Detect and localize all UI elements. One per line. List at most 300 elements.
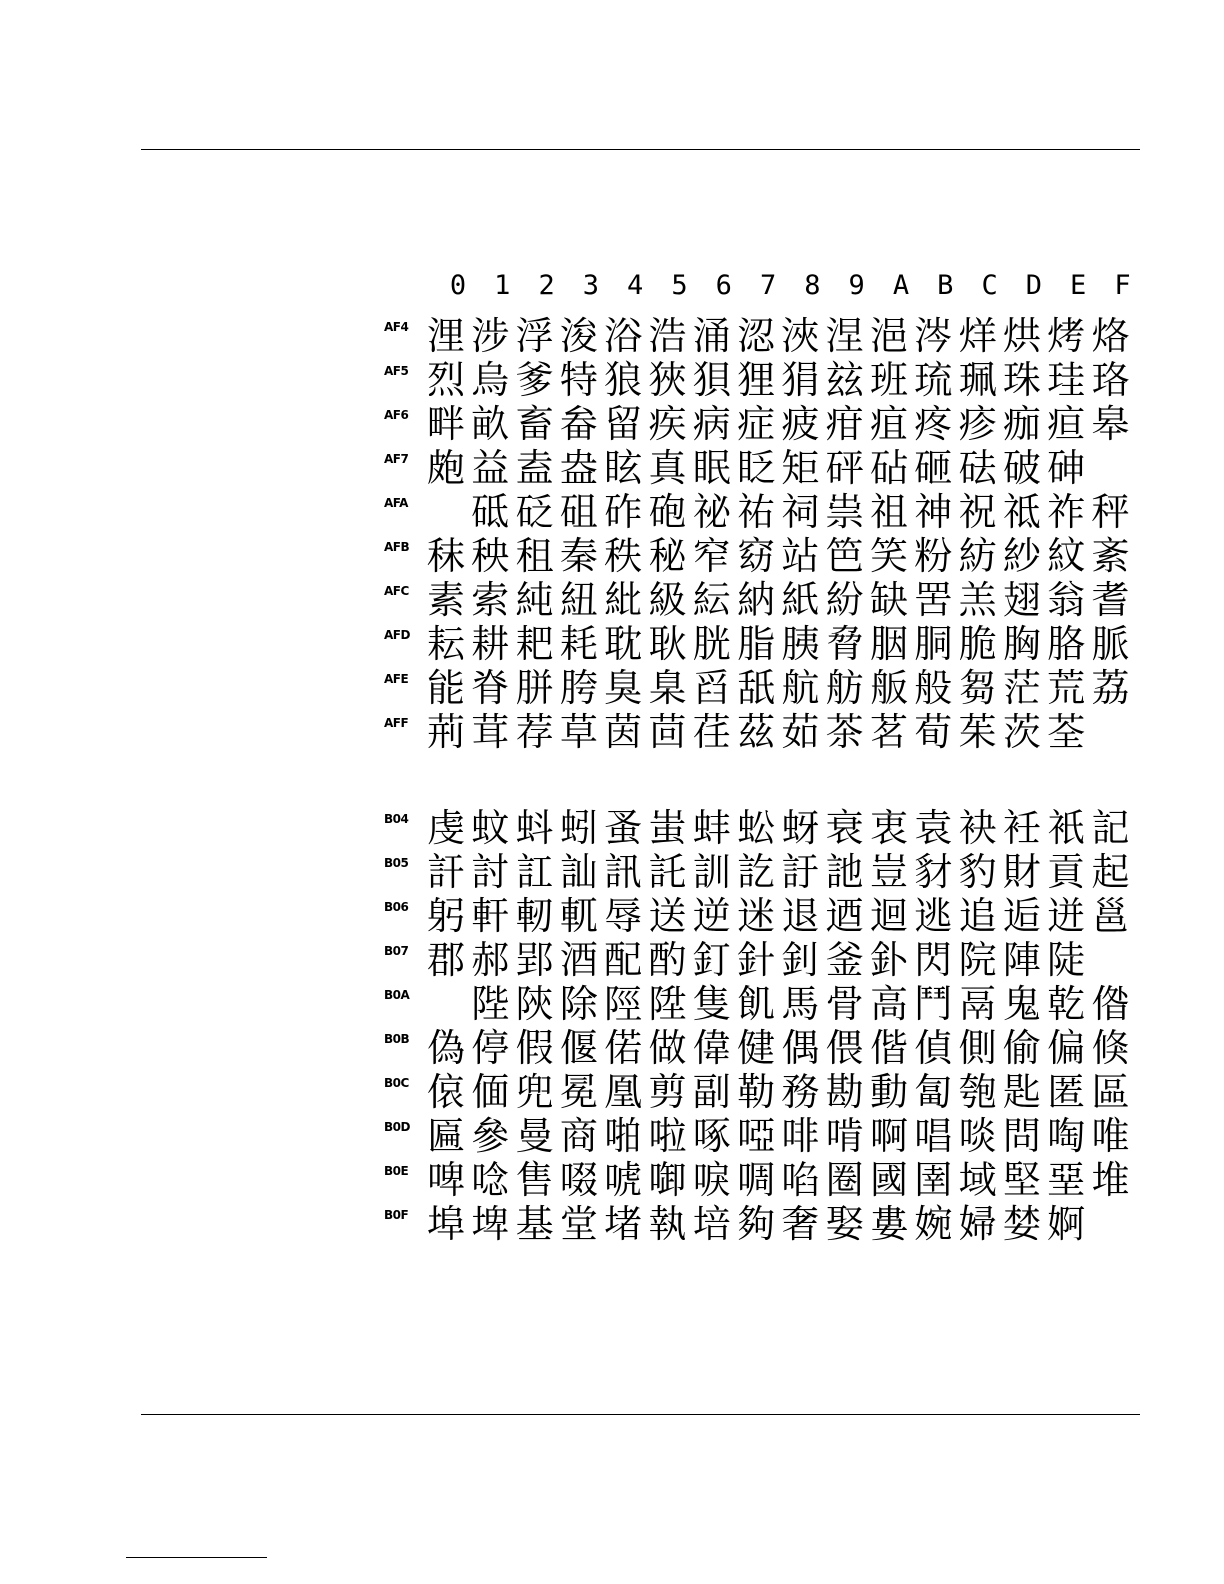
char-cell: 特 bbox=[559, 358, 598, 402]
char-cell: 除 bbox=[559, 982, 598, 1026]
char-cell: 胱 bbox=[692, 622, 731, 666]
char-cell: 培 bbox=[692, 1202, 731, 1246]
char-cell: 疸 bbox=[1047, 402, 1086, 446]
char-cell: 釜 bbox=[825, 938, 864, 982]
char-cell: 假 bbox=[515, 1026, 554, 1070]
char-cell: 豹 bbox=[958, 850, 997, 894]
char-cell: 衰 bbox=[825, 806, 864, 850]
row-code-label: B0A bbox=[384, 988, 410, 1002]
char-cell: 真 bbox=[648, 446, 687, 490]
char-cell: 迴 bbox=[869, 894, 908, 938]
char-cell: 健 bbox=[737, 1026, 776, 1070]
char-cell: 婁 bbox=[869, 1202, 908, 1246]
char-cell: 涔 bbox=[914, 314, 953, 358]
char-cell: 骨 bbox=[825, 982, 864, 1026]
char-cell: 逅 bbox=[1002, 894, 1041, 938]
char-cell: 參 bbox=[471, 1114, 510, 1158]
char-cell: 舫 bbox=[825, 666, 864, 710]
char-cell: 啤 bbox=[426, 1158, 465, 1202]
char-cell: 疼 bbox=[914, 402, 953, 446]
char-cell: 砲 bbox=[648, 490, 687, 534]
char-cell: 陝 bbox=[515, 982, 554, 1026]
char-cell: 偶 bbox=[781, 1026, 820, 1070]
char-cell: 隻 bbox=[692, 982, 731, 1026]
char-cell: 啗 bbox=[781, 1158, 820, 1202]
char-cell: 皋 bbox=[1091, 402, 1130, 446]
char-cell: 祗 bbox=[1002, 490, 1041, 534]
char-cell: 荀 bbox=[914, 710, 953, 754]
char-cell: 商 bbox=[559, 1114, 598, 1158]
column-header: C bbox=[981, 270, 998, 301]
char-cell: 紋 bbox=[1047, 534, 1086, 578]
char-cell: 疳 bbox=[825, 402, 864, 446]
char-cell: 偃 bbox=[559, 1026, 598, 1070]
char-cell: 蚤 bbox=[604, 806, 643, 850]
char-cell: 疾 bbox=[648, 402, 687, 446]
char-cell: 耕 bbox=[471, 622, 510, 666]
row-code-label: AF6 bbox=[384, 408, 409, 422]
row-code-label: AFC bbox=[384, 584, 409, 598]
char-cell: 荃 bbox=[1047, 710, 1086, 754]
char-cell: 索 bbox=[471, 578, 510, 622]
char-cell: 追 bbox=[958, 894, 997, 938]
char-cell: 勒 bbox=[737, 1070, 776, 1114]
char-cell: 訕 bbox=[559, 850, 598, 894]
char-cell: 疽 bbox=[869, 402, 908, 446]
char-cell: 茴 bbox=[648, 710, 687, 754]
char-cell: 紜 bbox=[692, 578, 731, 622]
char-cell: 舀 bbox=[692, 666, 731, 710]
char-cell: 狼 bbox=[604, 358, 643, 402]
column-header: 6 bbox=[715, 270, 732, 301]
column-header: 7 bbox=[759, 270, 777, 301]
row-code-label: B0B bbox=[384, 1032, 410, 1046]
char-cell: 畚 bbox=[559, 402, 598, 446]
char-cell: 砧 bbox=[869, 446, 908, 490]
row-code-label: B05 bbox=[384, 856, 409, 870]
char-cell: 破 bbox=[1002, 446, 1041, 490]
char-cell: 紡 bbox=[958, 534, 997, 578]
char-cell: 陡 bbox=[1047, 938, 1086, 982]
char-cell: 埤 bbox=[471, 1202, 510, 1246]
char-cell: 做 bbox=[648, 1026, 687, 1070]
char-cell: 偭 bbox=[471, 1070, 510, 1114]
char-cell: 矩 bbox=[781, 446, 820, 490]
char-cell: 蚓 bbox=[559, 806, 598, 850]
char-cell: 針 bbox=[737, 938, 776, 982]
char-cell: 財 bbox=[1002, 850, 1041, 894]
char-cell: 浹 bbox=[781, 314, 820, 358]
char-cell: 脅 bbox=[825, 622, 864, 666]
char-cell: 耘 bbox=[426, 622, 465, 666]
char-cell: 胴 bbox=[914, 622, 953, 666]
row-code-label: AF7 bbox=[384, 452, 409, 466]
column-header: 3 bbox=[582, 270, 600, 301]
char-cell: 售 bbox=[515, 1158, 554, 1202]
char-cell: 笑 bbox=[869, 534, 908, 578]
char-cell: 偉 bbox=[692, 1026, 731, 1070]
char-cell: 訊 bbox=[604, 850, 643, 894]
char-cell: 唳 bbox=[692, 1158, 731, 1202]
char-cell: 砭 bbox=[515, 490, 554, 534]
char-cell: 逆 bbox=[692, 894, 731, 938]
char-cell: 狽 bbox=[692, 358, 731, 402]
char-cell: 軔 bbox=[515, 894, 554, 938]
char-cell: 站 bbox=[781, 534, 820, 578]
char-cell: 偵 bbox=[914, 1026, 953, 1070]
char-cell: 眨 bbox=[737, 446, 776, 490]
char-cell: 皰 bbox=[426, 446, 465, 490]
char-cell: 啡 bbox=[781, 1114, 820, 1158]
char-cell: 迺 bbox=[825, 894, 864, 938]
char-cell: 匐 bbox=[914, 1070, 953, 1114]
char-cell: 浥 bbox=[869, 314, 908, 358]
char-cell: 眩 bbox=[604, 446, 643, 490]
char-cell: 疹 bbox=[958, 402, 997, 446]
char-cell: 胯 bbox=[559, 666, 598, 710]
char-cell: 涌 bbox=[692, 314, 731, 358]
char-cell: 浬 bbox=[426, 314, 465, 358]
char-cell: 陣 bbox=[1002, 938, 1041, 982]
char-cell: 琉 bbox=[914, 358, 953, 402]
char-cell: 素 bbox=[426, 578, 465, 622]
column-header: 8 bbox=[804, 270, 821, 301]
char-cell: 耗 bbox=[559, 622, 598, 666]
char-cell: 盎 bbox=[559, 446, 598, 490]
top-rule bbox=[141, 149, 1140, 150]
char-cell: 茗 bbox=[869, 710, 908, 754]
char-cell: 玆 bbox=[825, 358, 864, 402]
char-cell: 動 bbox=[869, 1070, 908, 1114]
char-cell: 祖 bbox=[869, 490, 908, 534]
char-cell: 烏 bbox=[471, 358, 510, 402]
row-code-label: AFA bbox=[384, 496, 408, 510]
char-cell: 脊 bbox=[471, 666, 510, 710]
char-cell: 豺 bbox=[914, 850, 953, 894]
char-cell: 胼 bbox=[515, 666, 554, 710]
char-cell: 脂 bbox=[737, 622, 776, 666]
char-cell: 娶 bbox=[825, 1202, 864, 1246]
char-cell: 缺 bbox=[869, 578, 908, 622]
char-cell: 益 bbox=[471, 446, 510, 490]
char-cell: 執 bbox=[648, 1202, 687, 1246]
char-cell: 堆 bbox=[1091, 1158, 1130, 1202]
char-cell: 婪 bbox=[1002, 1202, 1041, 1246]
char-cell: 秤 bbox=[1091, 490, 1130, 534]
char-cell: 凰 bbox=[604, 1070, 643, 1114]
char-cell: 唯 bbox=[1091, 1114, 1130, 1158]
char-cell: 珞 bbox=[1091, 358, 1130, 402]
char-cell: 爹 bbox=[515, 358, 554, 402]
char-cell: 畜 bbox=[515, 402, 554, 446]
char-cell: 珠 bbox=[1002, 358, 1041, 402]
char-cell: 胳 bbox=[1047, 622, 1086, 666]
column-header: 4 bbox=[627, 270, 644, 301]
char-cell: 脆 bbox=[958, 622, 997, 666]
char-cell: 訏 bbox=[781, 850, 820, 894]
char-cell: 胰 bbox=[781, 622, 820, 666]
char-cell: 圉 bbox=[914, 1158, 953, 1202]
char-cell: 祟 bbox=[825, 490, 864, 534]
char-cell: 砟 bbox=[604, 490, 643, 534]
char-cell: 罟 bbox=[914, 578, 953, 622]
char-cell: 耙 bbox=[515, 622, 554, 666]
char-cell: 純 bbox=[515, 578, 554, 622]
column-header: 2 bbox=[538, 270, 555, 301]
char-cell: 副 bbox=[692, 1070, 731, 1114]
char-cell: 烙 bbox=[1091, 314, 1130, 358]
char-cell: 珪 bbox=[1047, 358, 1086, 402]
char-cell: 紛 bbox=[825, 578, 864, 622]
char-cell: 砥 bbox=[471, 490, 510, 534]
char-cell: 剪 bbox=[648, 1070, 687, 1114]
char-cell: 狸 bbox=[737, 358, 776, 402]
char-cell: 逃 bbox=[914, 894, 953, 938]
char-cell: 啦 bbox=[648, 1114, 687, 1158]
char-cell: 堊 bbox=[1047, 1158, 1086, 1202]
char-cell: 茱 bbox=[958, 710, 997, 754]
char-cell: 粉 bbox=[914, 534, 953, 578]
char-cell: 邕 bbox=[1091, 894, 1130, 938]
row-code-label: AFB bbox=[384, 540, 410, 554]
char-cell: 荔 bbox=[1091, 666, 1130, 710]
char-cell: 紗 bbox=[1002, 534, 1041, 578]
row-code-label: B07 bbox=[384, 944, 409, 958]
char-cell: 辱 bbox=[604, 894, 643, 938]
char-cell: 啣 bbox=[648, 1158, 687, 1202]
char-cell: 納 bbox=[737, 578, 776, 622]
char-cell: 浮 bbox=[515, 314, 554, 358]
char-cell: 茹 bbox=[781, 710, 820, 754]
char-cell: 祚 bbox=[1047, 490, 1086, 534]
char-cell: 匿 bbox=[1047, 1070, 1086, 1114]
char-cell: 迸 bbox=[1047, 894, 1086, 938]
char-cell: 荏 bbox=[692, 710, 731, 754]
char-cell: 珮 bbox=[958, 358, 997, 402]
char-cell: 唬 bbox=[604, 1158, 643, 1202]
char-cell: 堵 bbox=[604, 1202, 643, 1246]
char-cell: 高 bbox=[869, 982, 908, 1026]
char-cell: 酒 bbox=[559, 938, 598, 982]
char-cell: 偕 bbox=[869, 1026, 908, 1070]
char-cell: 貢 bbox=[1047, 850, 1086, 894]
char-cell: 飢 bbox=[737, 982, 776, 1026]
char-cell: 唸 bbox=[471, 1158, 510, 1202]
column-header: 9 bbox=[848, 270, 865, 301]
char-cell: 夠 bbox=[737, 1202, 776, 1246]
column-header: A bbox=[892, 270, 910, 301]
char-cell: 婉 bbox=[914, 1202, 953, 1246]
char-cell: 匾 bbox=[426, 1114, 465, 1158]
column-header: D bbox=[1025, 270, 1043, 301]
row-code-label: B06 bbox=[384, 900, 409, 914]
char-cell: 訑 bbox=[825, 850, 864, 894]
char-cell: 痂 bbox=[1002, 402, 1041, 446]
char-cell: 郢 bbox=[515, 938, 554, 982]
char-cell: 陞 bbox=[648, 982, 687, 1026]
char-cell: 胸 bbox=[1002, 622, 1041, 666]
char-cell: 蚪 bbox=[515, 806, 554, 850]
char-cell: 啪 bbox=[604, 1114, 643, 1158]
char-cell: 袂 bbox=[958, 806, 997, 850]
char-cell: 圈 bbox=[825, 1158, 864, 1202]
char-cell: 郝 bbox=[471, 938, 510, 982]
char-cell: 閃 bbox=[914, 938, 953, 982]
char-cell: 烘 bbox=[1002, 314, 1041, 358]
char-cell: 蚩 bbox=[648, 806, 687, 850]
char-cell: 務 bbox=[781, 1070, 820, 1114]
char-cell: 蚜 bbox=[781, 806, 820, 850]
char-cell: 祝 bbox=[958, 490, 997, 534]
char-cell: 砠 bbox=[559, 490, 598, 534]
char-cell: 症 bbox=[737, 402, 776, 446]
char-cell: 耿 bbox=[648, 622, 687, 666]
bottom-rule bbox=[141, 1414, 1140, 1415]
char-cell: 釙 bbox=[869, 938, 908, 982]
char-cell: 草 bbox=[559, 710, 598, 754]
char-cell: 軏 bbox=[559, 894, 598, 938]
char-cell: 偎 bbox=[825, 1026, 864, 1070]
row-code-label: B0E bbox=[384, 1164, 409, 1178]
row-code-label: AFD bbox=[384, 628, 410, 642]
char-cell: 釘 bbox=[692, 938, 731, 982]
char-cell: 啖 bbox=[958, 1114, 997, 1158]
char-cell: 班 bbox=[869, 358, 908, 402]
char-cell: 基 bbox=[515, 1202, 554, 1246]
char-cell: 衷 bbox=[869, 806, 908, 850]
char-cell: 蚊 bbox=[471, 806, 510, 850]
char-cell: 烤 bbox=[1047, 314, 1086, 358]
char-cell: 訓 bbox=[692, 850, 731, 894]
char-cell: 茲 bbox=[737, 710, 776, 754]
row-code-label: AFF bbox=[384, 716, 409, 730]
char-cell: 匙 bbox=[1002, 1070, 1041, 1114]
char-cell: 婀 bbox=[1047, 1202, 1086, 1246]
char-cell: 陛 bbox=[471, 982, 510, 1026]
char-cell: 偺 bbox=[1091, 982, 1130, 1026]
char-cell: 臭 bbox=[604, 666, 643, 710]
char-cell: 臬 bbox=[648, 666, 687, 710]
char-cell: 躬 bbox=[426, 894, 465, 938]
char-cell: 偯 bbox=[426, 1070, 465, 1114]
char-cell: 航 bbox=[781, 666, 820, 710]
char-cell: 茸 bbox=[471, 710, 510, 754]
char-cell: 荒 bbox=[1047, 666, 1086, 710]
column-header: F bbox=[1114, 270, 1131, 301]
char-cell: 租 bbox=[515, 534, 554, 578]
char-cell: 翅 bbox=[1002, 578, 1041, 622]
char-cell: 討 bbox=[471, 850, 510, 894]
char-cell: 神 bbox=[914, 490, 953, 534]
char-cell: 酌 bbox=[648, 938, 687, 982]
char-cell: 秣 bbox=[426, 534, 465, 578]
char-cell: 眠 bbox=[692, 446, 731, 490]
char-cell: 耽 bbox=[604, 622, 643, 666]
char-cell: 偌 bbox=[604, 1026, 643, 1070]
char-cell: 啕 bbox=[1047, 1114, 1086, 1158]
char-cell: 涉 bbox=[471, 314, 510, 358]
char-cell: 記 bbox=[1091, 806, 1130, 850]
char-cell: 舐 bbox=[737, 666, 776, 710]
char-cell: 冕 bbox=[559, 1070, 598, 1114]
char-cell: 級 bbox=[648, 578, 687, 622]
char-cell: 秧 bbox=[471, 534, 510, 578]
char-cell: 配 bbox=[604, 938, 643, 982]
char-cell: 砰 bbox=[825, 446, 864, 490]
char-cell: 祐 bbox=[737, 490, 776, 534]
char-cell: 停 bbox=[471, 1026, 510, 1070]
char-cell: 堅 bbox=[1002, 1158, 1041, 1202]
char-cell: 翁 bbox=[1047, 578, 1086, 622]
char-cell: 偽 bbox=[426, 1026, 465, 1070]
char-cell: 勘 bbox=[825, 1070, 864, 1114]
column-header: 1 bbox=[494, 270, 511, 301]
row-code-label: B0F bbox=[384, 1208, 409, 1222]
char-cell: 虔 bbox=[426, 806, 465, 850]
char-cell: 區 bbox=[1091, 1070, 1130, 1114]
char-cell: 訖 bbox=[737, 850, 776, 894]
char-cell: 羔 bbox=[958, 578, 997, 622]
char-cell: 荊 bbox=[426, 710, 465, 754]
char-cell: 烊 bbox=[958, 314, 997, 358]
char-cell: 窄 bbox=[692, 534, 731, 578]
char-cell: 秩 bbox=[604, 534, 643, 578]
char-cell: 荐 bbox=[515, 710, 554, 754]
char-cell: 國 bbox=[869, 1158, 908, 1202]
char-cell: 袁 bbox=[914, 806, 953, 850]
char-cell: 啁 bbox=[737, 1158, 776, 1202]
char-cell: 病 bbox=[692, 402, 731, 446]
footer-link-line bbox=[126, 1557, 267, 1558]
char-cell: 紙 bbox=[781, 578, 820, 622]
char-cell: 砸 bbox=[914, 446, 953, 490]
char-cell: 祕 bbox=[692, 490, 731, 534]
char-cell: 疲 bbox=[781, 402, 820, 446]
char-cell: 啞 bbox=[737, 1114, 776, 1158]
char-cell: 馬 bbox=[781, 982, 820, 1026]
row-code-label: AF5 bbox=[384, 364, 409, 378]
char-cell: 訌 bbox=[515, 850, 554, 894]
char-cell: 衽 bbox=[1002, 806, 1041, 850]
char-cell: 砝 bbox=[958, 446, 997, 490]
char-cell: 浴 bbox=[604, 314, 643, 358]
char-cell: 紐 bbox=[559, 578, 598, 622]
char-cell: 側 bbox=[958, 1026, 997, 1070]
char-cell: 釗 bbox=[781, 938, 820, 982]
char-cell: 砷 bbox=[1047, 446, 1086, 490]
column-header: E bbox=[1070, 270, 1087, 301]
char-cell: 退 bbox=[781, 894, 820, 938]
char-cell: 般 bbox=[914, 666, 953, 710]
char-cell: 匏 bbox=[958, 1070, 997, 1114]
char-cell: 啊 bbox=[869, 1114, 908, 1158]
char-cell: 偷 bbox=[1002, 1026, 1041, 1070]
char-cell: 豈 bbox=[869, 850, 908, 894]
char-cell: 訐 bbox=[426, 850, 465, 894]
char-cell: 陘 bbox=[604, 982, 643, 1026]
char-cell: 烈 bbox=[426, 358, 465, 402]
char-cell: 脈 bbox=[1091, 622, 1130, 666]
char-cell: 祠 bbox=[781, 490, 820, 534]
char-cell: 蚣 bbox=[737, 806, 776, 850]
column-header: 5 bbox=[671, 270, 688, 301]
column-header: B bbox=[937, 270, 954, 301]
char-cell: 紊 bbox=[1091, 534, 1130, 578]
char-cell: 涅 bbox=[825, 314, 864, 358]
char-cell: 倏 bbox=[1091, 1026, 1130, 1070]
char-cell: 鬼 bbox=[1002, 982, 1041, 1026]
char-cell: 涊 bbox=[737, 314, 776, 358]
